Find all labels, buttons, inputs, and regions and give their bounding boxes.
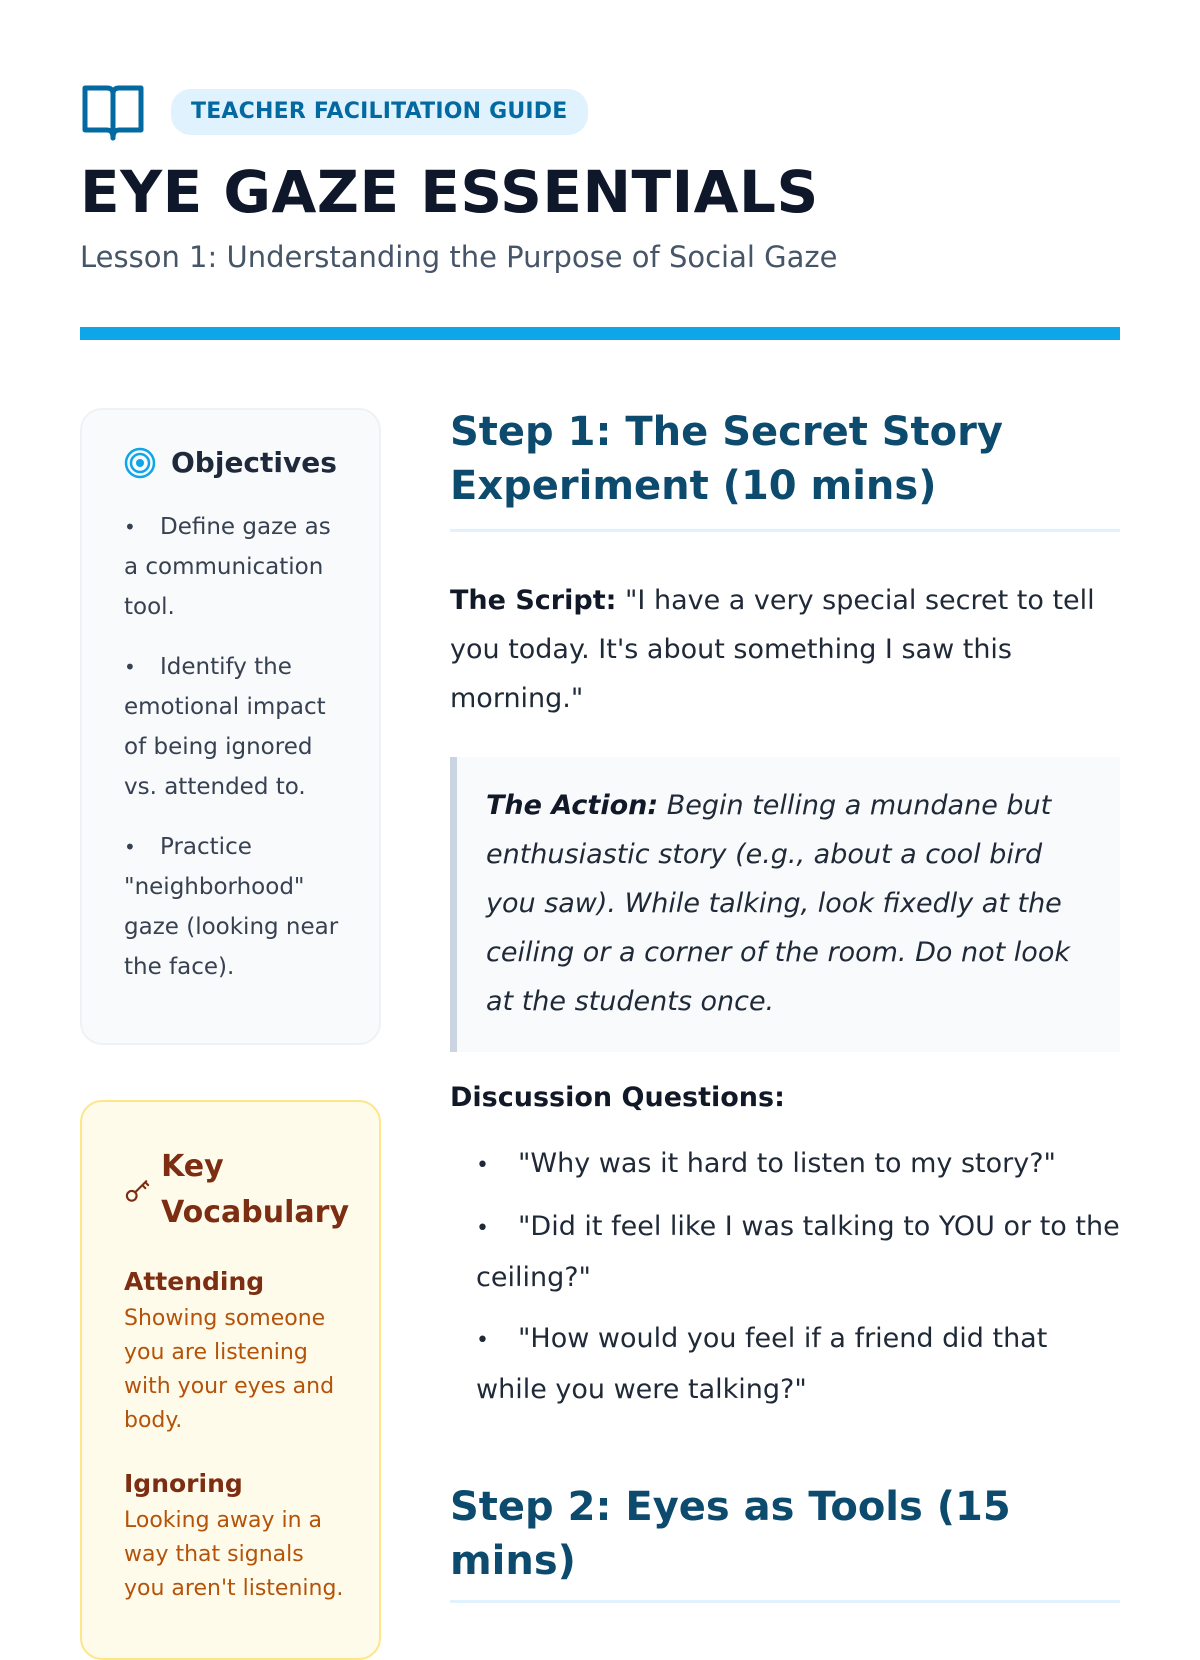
objectives-list bbox=[124, 507, 349, 987]
list-item bbox=[476, 1139, 1120, 1190]
vocabulary-title: Key Vocabulary bbox=[161, 1149, 350, 1230]
bullet-icon: • bbox=[124, 515, 136, 539]
header-top bbox=[81, 82, 588, 142]
objective-text: Define gaze as a communication tool. bbox=[124, 514, 331, 620]
step1-heading: Step 1: The Secret Story Experiment (10 mins) bbox=[450, 409, 1003, 509]
term-name: Ignoring bbox=[124, 1469, 243, 1498]
bullet-icon: • bbox=[124, 655, 136, 679]
question-text: "Did it feel like I was talking to YOU or to the ceiling?" bbox=[476, 1211, 1120, 1293]
script-label: The Script: bbox=[450, 585, 617, 616]
step1-divider bbox=[450, 529, 1120, 532]
list-item bbox=[476, 1202, 1120, 1302]
question-text: "Why was it hard to listen to my story?" bbox=[518, 1148, 1056, 1179]
step1-section bbox=[450, 405, 1120, 1426]
vocab-term bbox=[124, 1466, 349, 1606]
question-text: "How would you feel if a friend did that while you were talking?" bbox=[476, 1323, 1048, 1405]
objective-text: Practice "neighborhood" gaze (looking near the face). bbox=[124, 834, 339, 980]
script-paragraph bbox=[450, 576, 1120, 723]
list-item bbox=[476, 1314, 1120, 1414]
term-name: Attending bbox=[124, 1267, 265, 1296]
action-callout bbox=[450, 757, 1120, 1052]
vocab-term bbox=[124, 1264, 349, 1438]
book-icon bbox=[81, 82, 145, 142]
objectives-title: Objectives bbox=[171, 446, 337, 479]
key-icon bbox=[124, 1176, 151, 1204]
step2-heading: Step 2: Eyes as Tools (15 mins) bbox=[450, 1484, 1011, 1584]
bullet-icon: • bbox=[476, 1328, 489, 1353]
discussion-list bbox=[450, 1139, 1120, 1414]
page-title: EYE GAZE ESSENTIALS bbox=[80, 158, 819, 226]
term-definition: Showing someone you are listening with your eyes and body. bbox=[124, 1306, 335, 1433]
objectives-card bbox=[80, 408, 381, 1045]
discussion-label: Discussion Questions: bbox=[450, 1082, 785, 1113]
list-item bbox=[124, 647, 349, 807]
bullet-icon: • bbox=[124, 835, 136, 859]
bullet-icon: • bbox=[476, 1216, 489, 1241]
target-icon bbox=[124, 447, 156, 479]
objective-text: Identify the emotional impact of being ignored vs. attended to. bbox=[124, 654, 326, 800]
action-text: Begin telling a mundane but enthusiastic story (e.g., about a cool bird you saw). While talking, look fixedly at the ceiling or a corner of the room. Do not look at the students once. bbox=[486, 790, 1070, 1017]
list-item bbox=[124, 507, 349, 627]
bullet-icon: • bbox=[476, 1153, 489, 1178]
script-text: "I have a very special secret to tell you today. It's about something I saw this morning." bbox=[450, 585, 1095, 714]
list-item bbox=[124, 827, 349, 987]
step2-section bbox=[450, 1480, 1120, 1603]
header-divider bbox=[80, 327, 1120, 340]
action-label: The Action: bbox=[486, 790, 659, 821]
objectives-header bbox=[124, 446, 349, 479]
vocabulary-header bbox=[124, 1144, 349, 1236]
lesson-subtitle: Lesson 1: Understanding the Purpose of Social Gaze bbox=[80, 240, 838, 274]
term-definition: Looking away in a way that signals you aren't listening. bbox=[124, 1508, 344, 1601]
guide-badge: TEACHER FACILITATION GUIDE bbox=[171, 89, 588, 135]
vocabulary-card bbox=[80, 1100, 381, 1660]
step2-divider bbox=[450, 1600, 1120, 1603]
